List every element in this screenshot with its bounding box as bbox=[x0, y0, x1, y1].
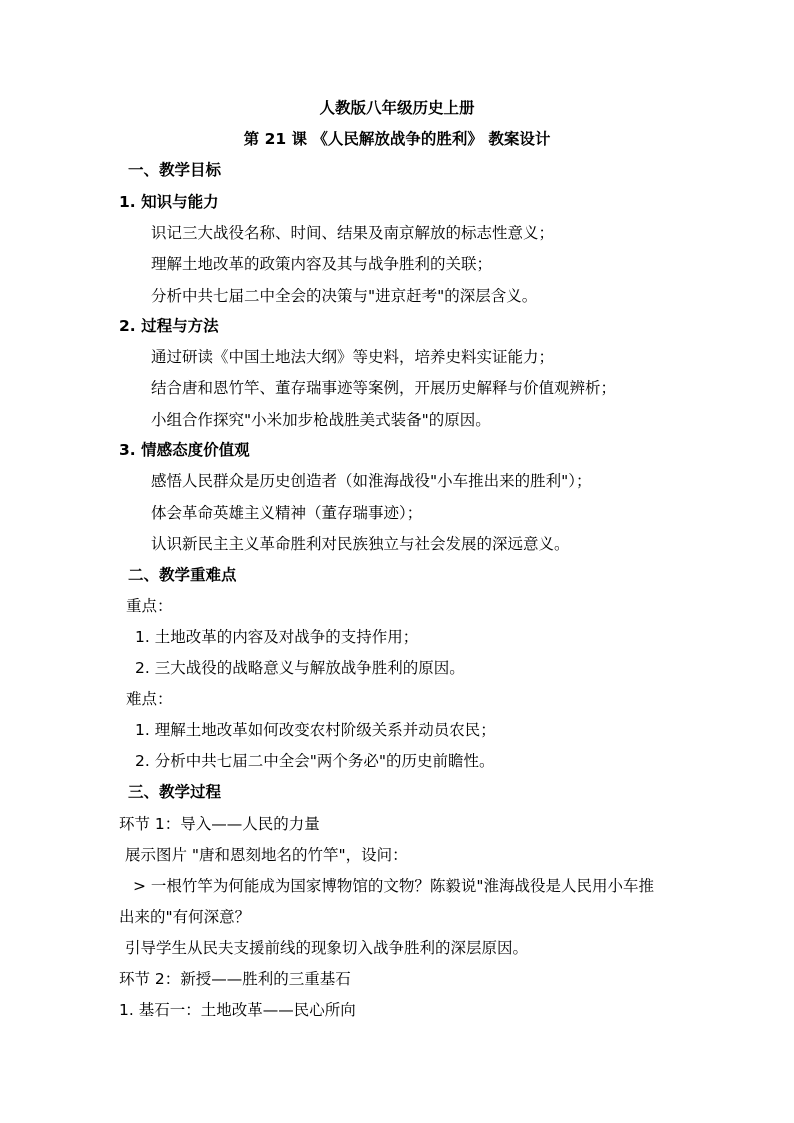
process-paragraph: 展示图片 "唐和恩刻地名的竹竿"，设问： bbox=[125, 846, 408, 864]
section-heading-key-points: 二、教学重难点 bbox=[128, 566, 237, 584]
objective-line: 体会革命英雄主义精神（董存瑞事迹）； bbox=[151, 504, 423, 522]
process-subheading: 1. 基石一：土地改革——民心所向 bbox=[119, 1001, 356, 1019]
subheading-values: 3. 情感态度价值观 bbox=[119, 441, 250, 459]
subheading-knowledge: 1. 知识与能力 bbox=[119, 193, 219, 211]
objective-line: 识记三大战役名称、时间、结果及南京解放的标志性意义； bbox=[151, 224, 555, 242]
objective-line: 分析中共七届二中全会的决策与"进京赶考"的深层含义。 bbox=[151, 287, 538, 305]
difficulty-item: 1. 理解土地改革如何改变农村阶级关系并动员农民； bbox=[135, 721, 496, 739]
section-heading-objectives: 一、教学目标 bbox=[128, 161, 222, 179]
process-paragraph: 引导学生从民夫支援前线的现象切入战争胜利的深层原因。 bbox=[125, 939, 529, 957]
subheading-process: 2. 过程与方法 bbox=[119, 317, 219, 335]
key-label: 重点： bbox=[126, 597, 173, 615]
process-quote-continuation: 出来的"有何深意？ bbox=[119, 908, 251, 926]
document-subtitle: 第 21 课 《人民解放战争的胜利》 教案设计 bbox=[243, 130, 551, 148]
key-point-item: 1. 土地改革的内容及对战争的支持作用； bbox=[135, 628, 419, 646]
process-quote: > 一根竹竿为何能成为国家博物馆的文物？陈毅说"淮海战役是人民用小车推 bbox=[133, 877, 655, 895]
objective-line: 理解土地改革的政策内容及其与战争胜利的关联； bbox=[151, 255, 493, 273]
process-step-heading: 环节 2：新授——胜利的三重基石 bbox=[119, 970, 351, 988]
document-title: 人教版八年级历史上册 bbox=[319, 99, 475, 117]
key-point-item: 2. 三大战役的战略意义与解放战争胜利的原因。 bbox=[135, 659, 465, 677]
difficulty-label: 难点： bbox=[126, 690, 173, 708]
process-step-heading: 环节 1：导入——人民的力量 bbox=[119, 815, 320, 833]
objective-line: 感悟人民群众是历史创造者（如淮海战役"小车推出来的胜利"）； bbox=[151, 472, 592, 490]
section-heading-process: 三、教学过程 bbox=[128, 783, 222, 801]
objective-line: 通过研读《中国土地法大纲》等史料，培养史料实证能力； bbox=[151, 348, 555, 366]
objective-line: 结合唐和恩竹竿、董存瑞事迹等案例，开展历史解释与价值观辨析； bbox=[151, 379, 617, 397]
objective-line: 认识新民主主义革命胜利对民族独立与社会发展的深远意义。 bbox=[151, 535, 570, 553]
difficulty-item: 2. 分析中共七届二中全会"两个务必"的历史前瞻性。 bbox=[135, 752, 495, 770]
objective-line: 小组合作探究"小米加步枪战胜美式装备"的原因。 bbox=[151, 411, 491, 429]
